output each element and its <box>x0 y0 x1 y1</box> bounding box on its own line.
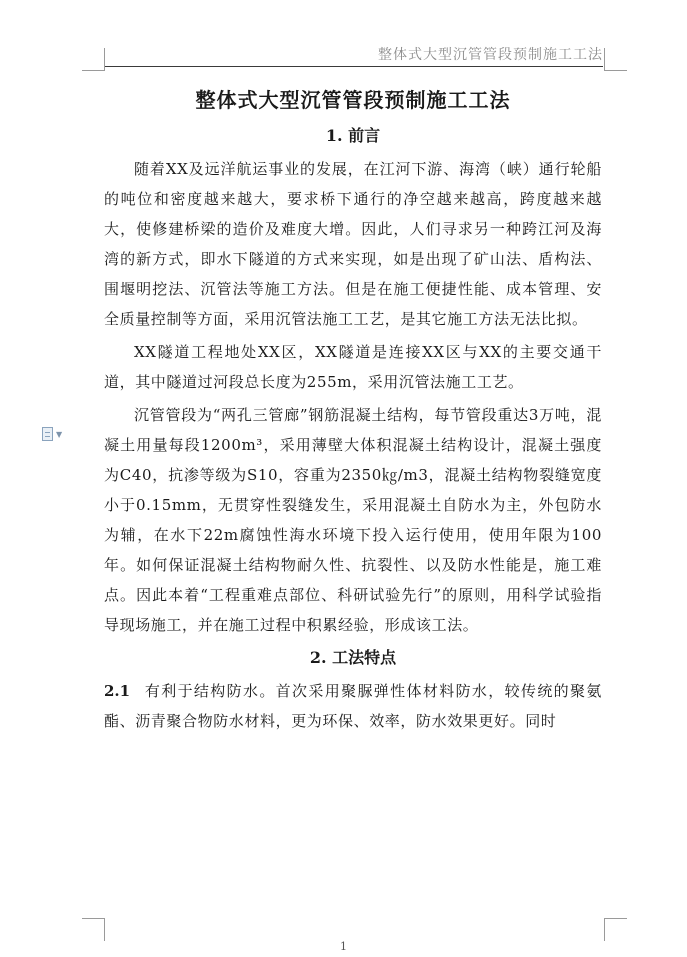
section-2-heading: 2. 工法特点 <box>309 648 397 667</box>
section-1-heading: 1. 前言 <box>325 126 381 145</box>
page-body <box>104 82 602 736</box>
running-header: 整体式大型沉管管段预制施工工法 <box>378 47 603 63</box>
crop-mark-bottom-right <box>604 918 627 941</box>
document-title: 整体式大型沉管管段预制施工工法 <box>195 88 511 112</box>
caret-down-icon: ▼ <box>56 429 63 439</box>
crop-mark-top-left <box>82 48 105 71</box>
section-1-paragraph-2: XX隧道工程地处XX区，XX隧道是连接XX区与XX的主要交通干道，其中隧道过河段总长度为255m，采用沉管法施工工艺。 <box>104 343 602 391</box>
crop-mark-top-right <box>604 48 627 71</box>
subsection-text: 有利于结构防水。首次采用聚脲弹性体材料防水，较传统的聚氨酯、沥青聚合物防水材料，更为环保、效率，防水效果更好。同时 <box>104 682 602 730</box>
page-number: 1 <box>340 940 347 953</box>
section-1-paragraph-1: 随着XX及远洋航运事业的发展，在江河下游、海湾（峡）通行轮船的吨位和密度越来越大，要求桥下通行的净空越来越高，跨度越来越大，使修建桥梁的造价及难度大增。因此，人们寻求另一种跨江河及海湾的新方式，即水下隧道的方式来实现，如是出现了矿山法、盾构法、围堰明挖法、沉管法等施工方法。但是在施工便捷性能、成本管理、安全质量控制等方面，采用沉管法施工工艺，是其它施工方法无法比拟。 <box>104 160 602 328</box>
paragraph-options-button[interactable] <box>42 427 62 441</box>
subsection-number: 2.1 <box>104 682 131 700</box>
document-icon <box>42 427 53 441</box>
section-1-paragraph-3: 沉管管段为“两孔三管廊”钢筋混凝土结构，每节管段重达3万吨，混凝土用量每段1200m³，采用薄壁大体积混凝土结构设计，混凝土强度为C40，抗渗等级为S10，容重为2350㎏/m3，混凝土结构物裂缝宽度小于0.15mm，无贯穿性裂缝发生，采用混凝土自防水为主，外包防水为辅，在水下22m腐蚀性海水环境下投入运行使用，使用年限为100年。如何保证混凝土结构物耐久性、抗裂性、以及防水性能是，施工难点。因此本着“工程重难点部位、科研试验先行”的原则，用科学试验指导现场施工，并在施工过程中积累经验，形成该工法。 <box>104 406 602 634</box>
crop-mark-bottom-left <box>82 918 105 941</box>
subsection-2-1 <box>104 676 602 736</box>
header-rule <box>104 66 603 67</box>
